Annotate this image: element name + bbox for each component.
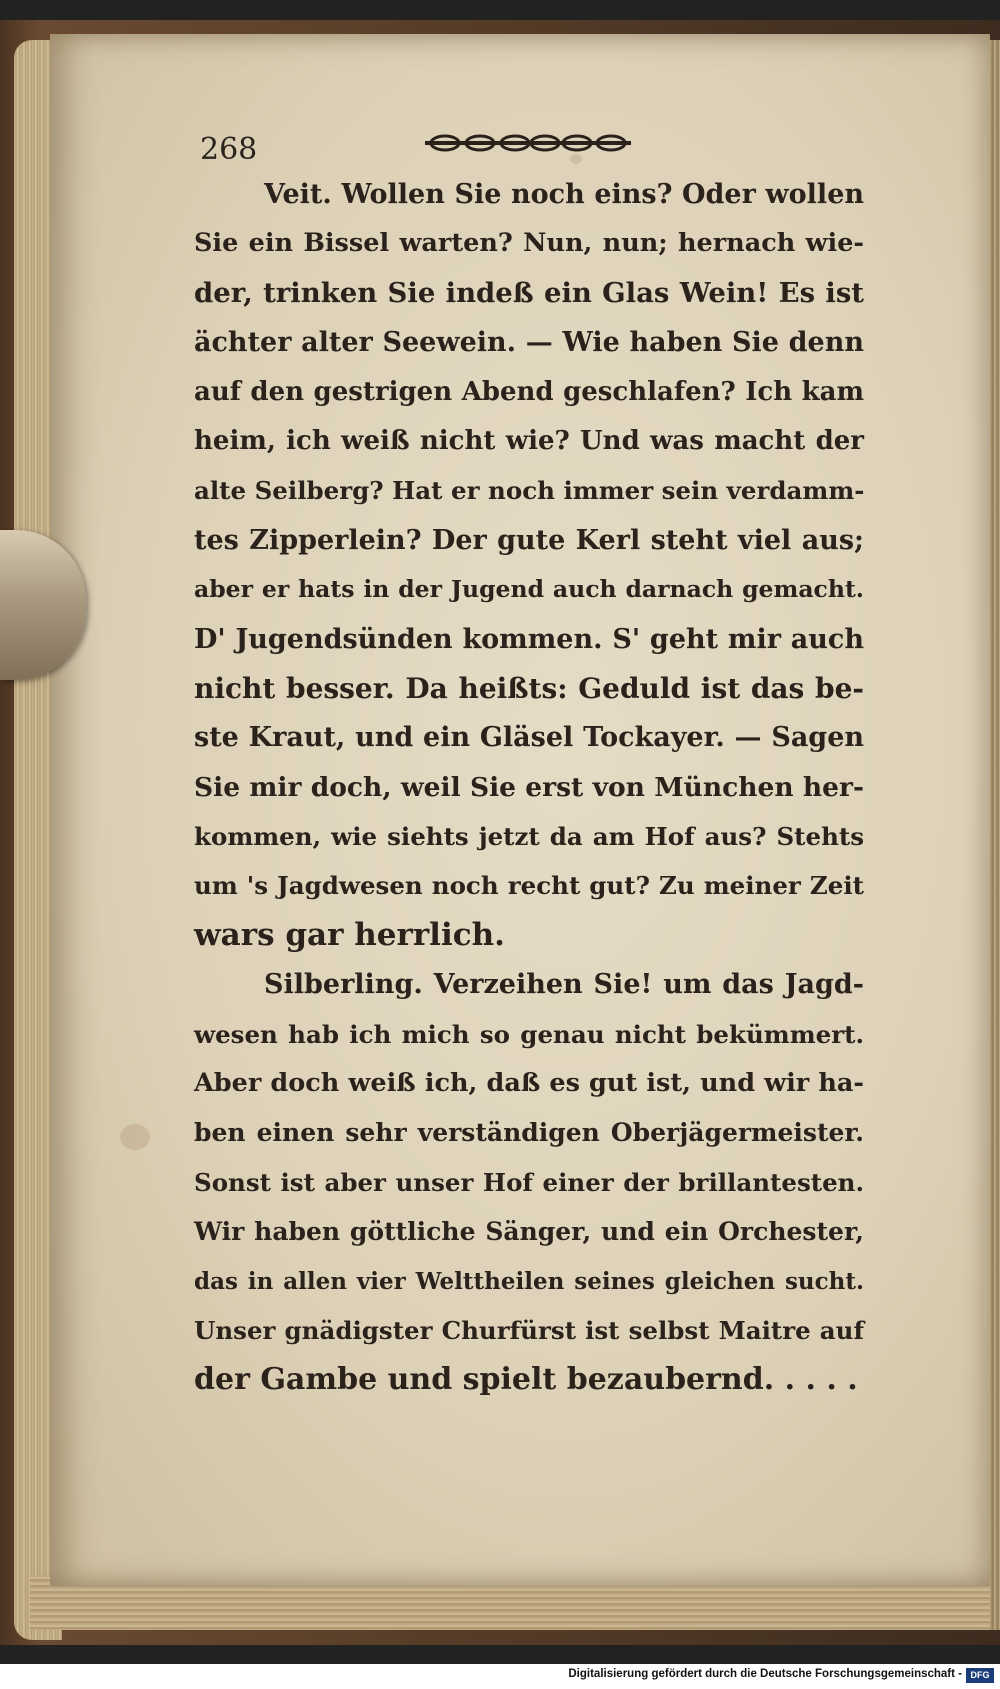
text-line: auf den gestrigen Abend geschlafen? Ich kam (194, 376, 864, 407)
text-line: um 's Jagdwesen noch recht gut? Zu meiner Zeit (194, 871, 864, 901)
text-line: Sie mir doch, weil Sie erst von München her- (194, 771, 864, 803)
digitization-footer (0, 1664, 1000, 1689)
text-line: tes Zipperlein? Der gute Kerl steht viel aus; (194, 524, 864, 556)
paper-stain (570, 154, 582, 164)
text-line: Unser gnädigster Churfürst ist selbst Maitre auf (194, 1315, 864, 1345)
text-line: ächter alter Seewein. — Wie haben Sie denn (194, 327, 864, 359)
text-line: kommen, wie siehts jetzt da am Hof aus? Stehts (194, 822, 864, 852)
page-number: 268 (200, 132, 258, 167)
text-line: Wir haben göttliche Sänger, und ein Orchester, (194, 1217, 864, 1247)
text-line: Sie ein Bissel warten? Nun, nun; hernach wie- (194, 228, 864, 259)
text-line: nicht besser. Da heißts: Geduld ist das be- (194, 671, 864, 705)
paper-stain (120, 1124, 150, 1150)
text-line: der, trinken Sie indeß ein Glas Wein! Es ist (194, 276, 864, 309)
text-line: wesen hab ich mich so genau nicht bekümmert. (194, 1019, 864, 1049)
text-line: Silberling. Verzeihen Sie! um das Jagd- (264, 969, 864, 1001)
text-line: wars gar herrlich. (194, 916, 505, 953)
text-line: D' Jugendsünden kommen. S' geht mir auch (194, 623, 864, 655)
text-line: heim, ich weiß nicht wie? Und was macht der (194, 425, 864, 456)
text-line: Veit. Wollen Sie noch eins? Oder wollen (264, 179, 864, 210)
text-line: das in allen vier Welttheilen seines gleichen sucht. (194, 1267, 864, 1295)
footer-credit: Digitalisierung gefördert durch die Deutsche Forschungsgemeinschaft - (568, 1668, 962, 1680)
text-line: alte Seilberg? Hat er noch immer sein verdamm- (194, 476, 865, 506)
text-line: ste Kraut, und ein Gläsel Tockayer. — Sagen (194, 722, 864, 754)
text-line: der Gambe und spielt bezaubernd. . . . . (194, 1362, 858, 1398)
body-text (194, 170, 864, 1405)
text-line: Sonst ist aber unser Hof einer der brillantesten. (194, 1167, 864, 1197)
header-ornament-icon (425, 132, 631, 154)
text-line: aber er hats in der Jugend auch darnach gemacht. (194, 575, 864, 604)
dfg-logo: DFG (966, 1668, 994, 1683)
text-line: ben einen sehr verständigen Oberjägermeister. (194, 1118, 864, 1148)
text-line: Aber doch weiß ich, daß es gut ist, und wir ha- (194, 1068, 864, 1099)
